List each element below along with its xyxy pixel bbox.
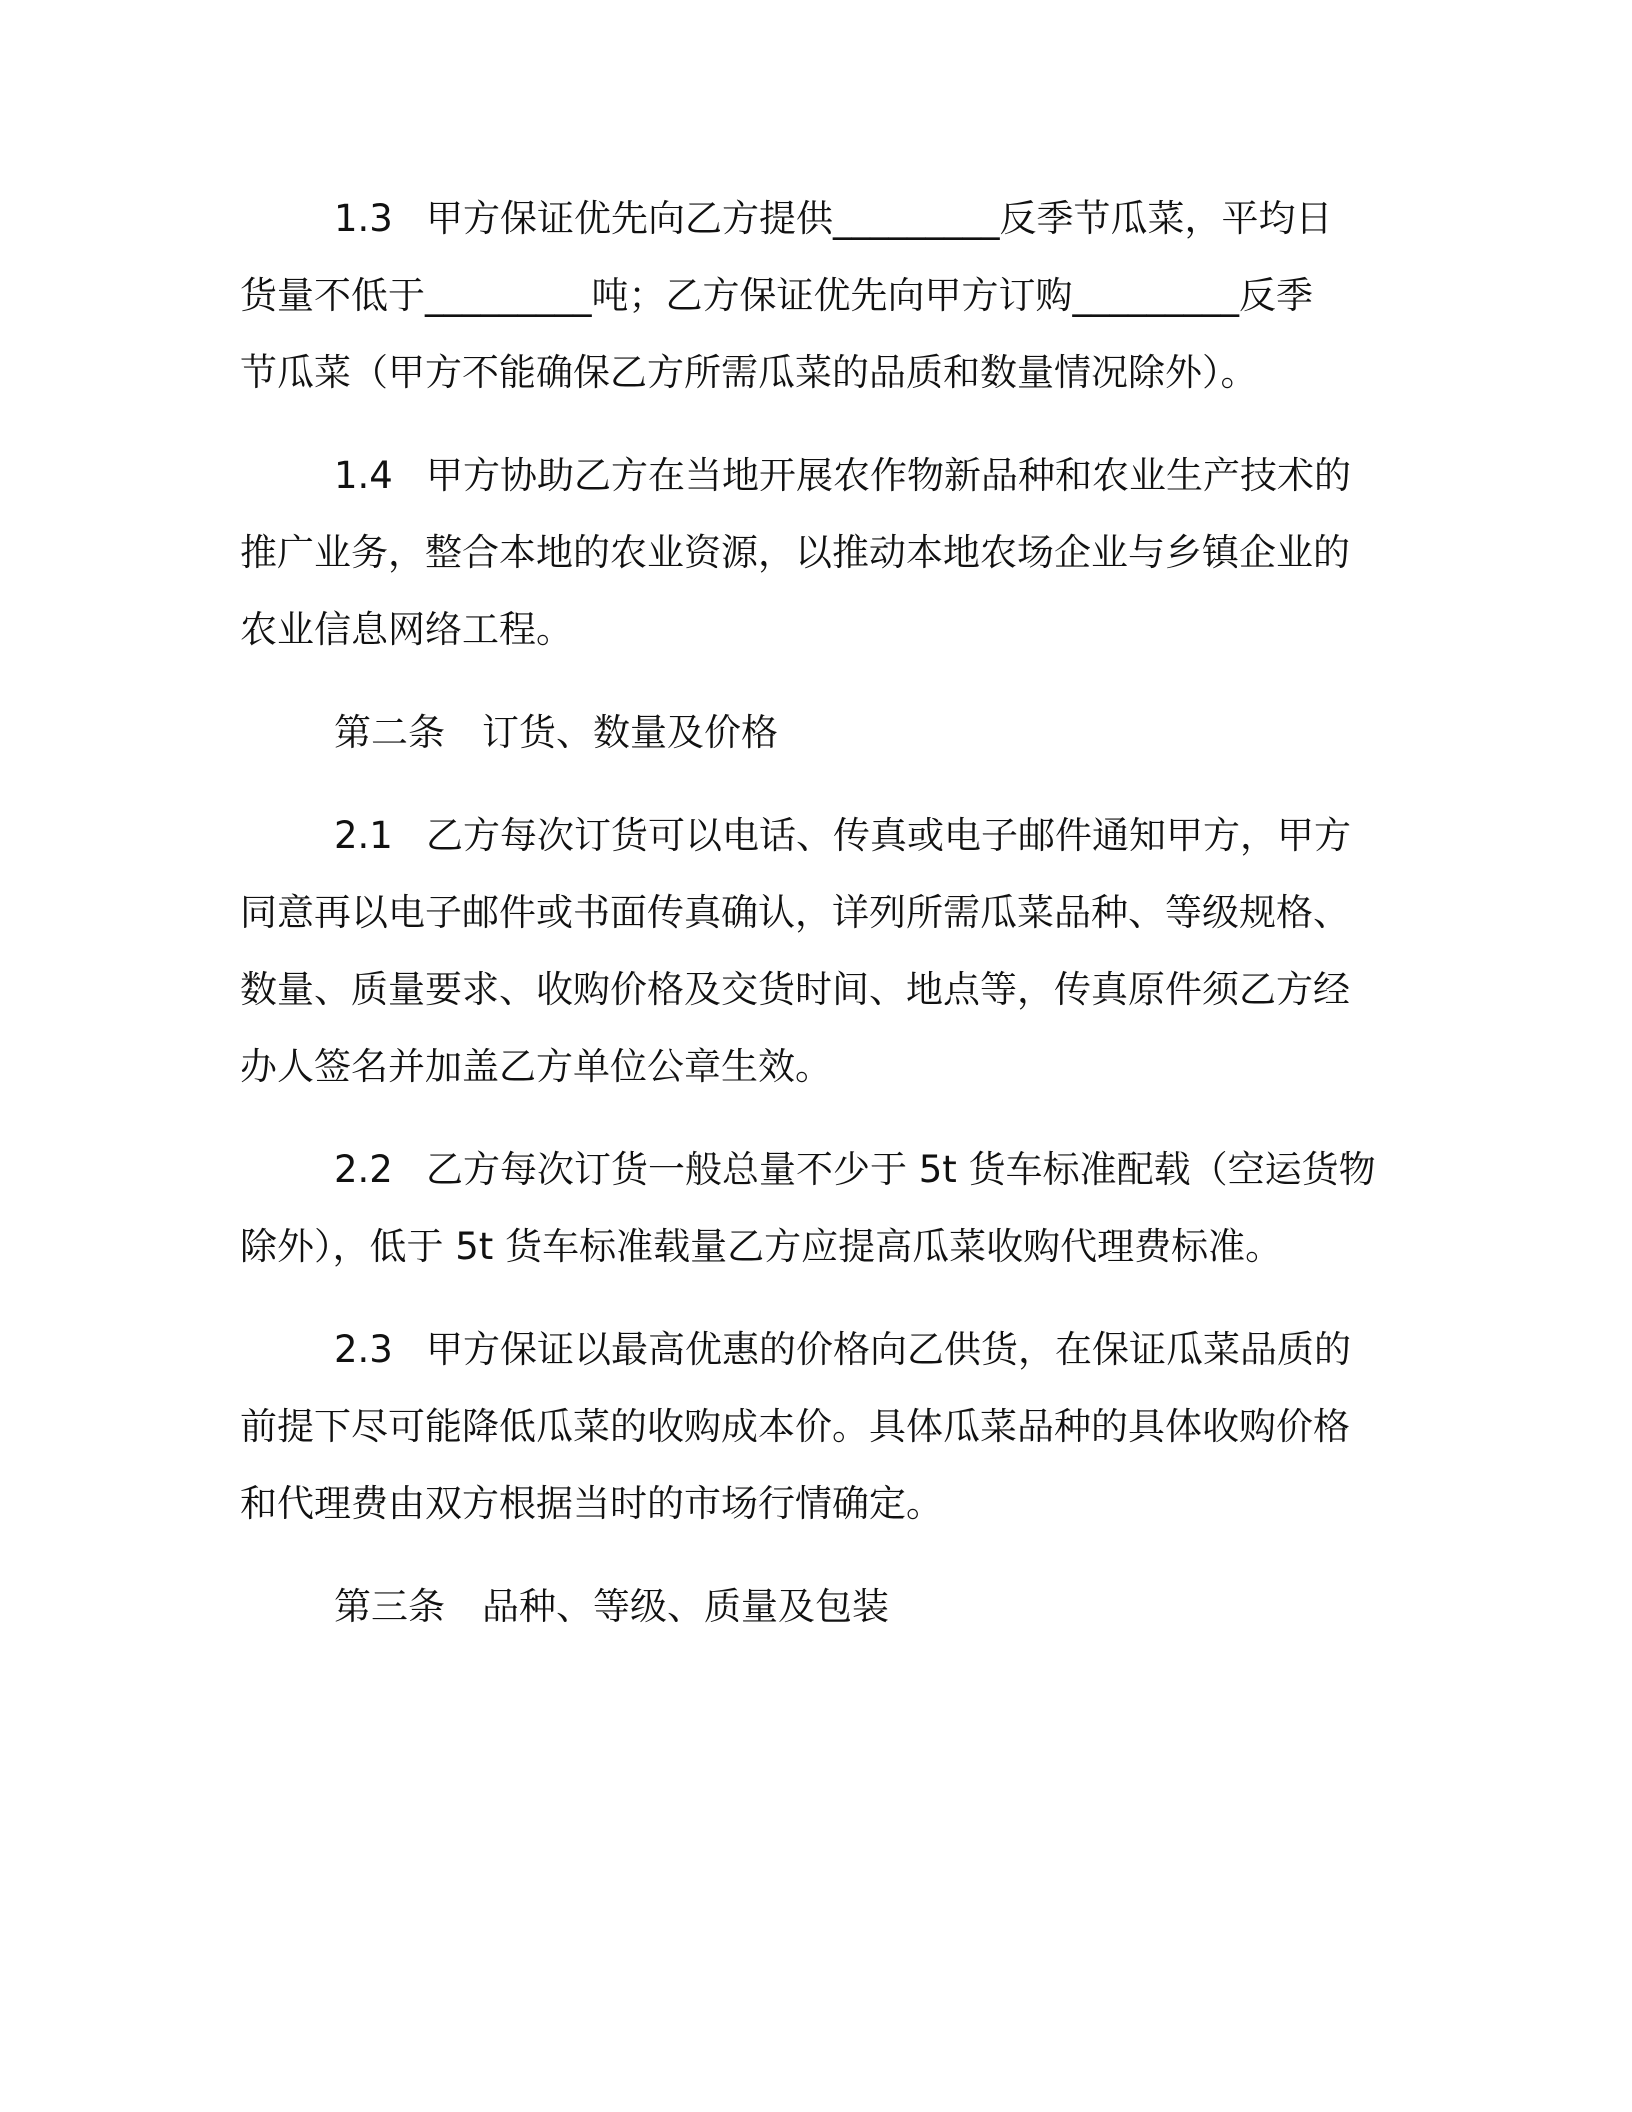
clause-text-line: 办人签名并加盖乙方单位公章生效。 — [240, 1045, 832, 1088]
clause-text-line: 农业信息网络工程。 — [240, 608, 573, 651]
clause-number: 2.2 — [334, 1148, 393, 1191]
clause-text-line: 甲方保证以最高优惠的价格向乙供货，在保证瓜菜品质的 — [426, 1328, 1351, 1371]
clause-text-line: 除外），低于 5t 货车标准载量乙方应提高瓜菜收购代理费标准。 — [240, 1225, 1283, 1268]
article-number: 第三条 — [334, 1585, 445, 1628]
clause-text-line: 甲方保证优先向乙方提供_________反季节瓜菜，平均日 — [426, 197, 1333, 240]
article-number: 第二条 — [334, 711, 445, 754]
clause-1-4 — [240, 437, 1380, 668]
clause-2-2 — [240, 1131, 1380, 1285]
article-heading-3 — [240, 1568, 1380, 1645]
clause-text-line: 甲方协助乙方在当地开展农作物新品种和农业生产技术的 — [426, 454, 1351, 497]
article-title: 订货、数量及价格 — [482, 711, 778, 754]
clause-number: 2.3 — [334, 1328, 393, 1371]
document-body — [240, 180, 1380, 1671]
clause-text-line: 货量不低于_________吨；乙方保证优先向甲方订购_________反季 — [240, 274, 1313, 317]
article-title: 品种、等级、质量及包装 — [482, 1585, 889, 1628]
clause-text-line: 前提下尽可能降低瓜菜的收购成本价。具体瓜菜品种的具体收购价格 — [240, 1405, 1350, 1448]
clause-text-line: 推广业务，整合本地的农业资源，以推动本地农场企业与乡镇企业的 — [240, 531, 1350, 574]
clause-text-line: 和代理费由双方根据当时的市场行情确定。 — [240, 1482, 943, 1525]
clause-text-line: 同意再以电子邮件或书面传真确认，详列所需瓜菜品种、等级规格、 — [240, 891, 1350, 934]
clause-text-line: 乙方每次订货一般总量不少于 5t 货车标准配载（空运货物 — [426, 1148, 1376, 1191]
clause-2-3 — [240, 1311, 1380, 1542]
clause-2-1 — [240, 797, 1380, 1105]
clause-text-line: 乙方每次订货可以电话、传真或电子邮件通知甲方，甲方 — [426, 814, 1351, 857]
clause-text-line: 数量、质量要求、收购价格及交货时间、地点等，传真原件须乙方经 — [240, 968, 1350, 1011]
clause-text-line: 节瓜菜（甲方不能确保乙方所需瓜菜的品质和数量情况除外）。 — [240, 351, 1258, 394]
clause-number: 1.4 — [334, 454, 393, 497]
article-heading-2 — [240, 694, 1380, 771]
clause-number: 2.1 — [334, 814, 393, 857]
clause-1-3 — [240, 180, 1380, 411]
clause-number: 1.3 — [334, 197, 393, 240]
